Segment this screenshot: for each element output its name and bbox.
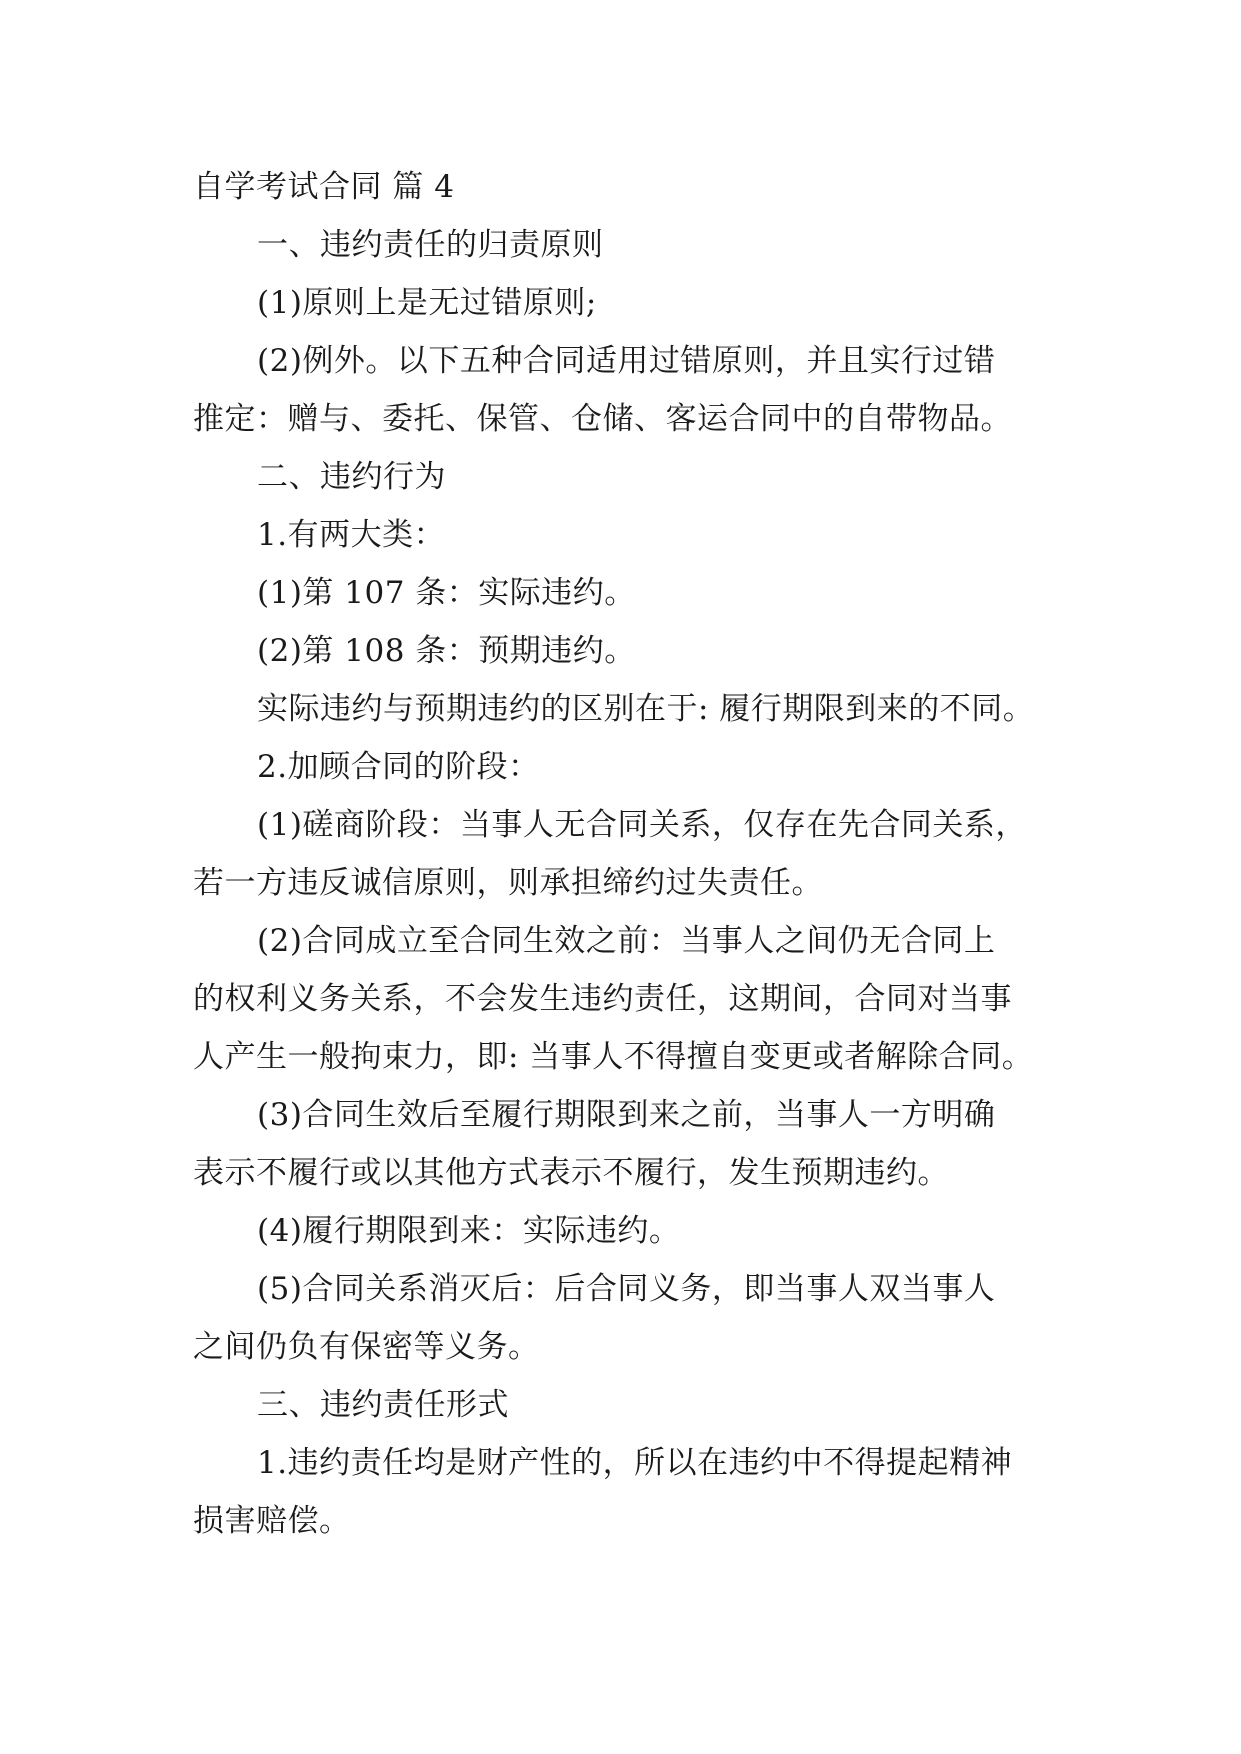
document-title: 自学考试合同 篇 4 <box>193 169 455 205</box>
section-heading-2: 二、违约行为 <box>257 459 446 495</box>
paragraph-line: 1.有两大类： <box>257 517 446 553</box>
section-heading-1: 一、违约责任的归责原则 <box>257 227 604 263</box>
paragraph-line: (4)履行期限到来：实际违约。 <box>257 1213 681 1249</box>
paragraph-line: (3)合同生效后至履行期限到来之前，当事人一方明确 <box>257 1097 996 1133</box>
paragraph-line: (1)磋商阶段：当事人无合同关系，仅存在先合同关系， <box>257 807 1027 843</box>
paragraph-line: 推定：赠与、委托、保管、仓储、客运合同中的自带物品。 <box>193 401 1012 437</box>
paragraph-line: 1.违约责任均是财产性的，所以在违约中不得提起精神 <box>257 1445 1013 1481</box>
paragraph-line: 表示不履行或以其他方式表示不履行，发生预期违约。 <box>193 1155 949 1191</box>
paragraph-line: 之间仍负有保密等义务。 <box>193 1329 540 1365</box>
paragraph-line: 损害赔偿。 <box>193 1503 351 1539</box>
paragraph-line: (2)合同成立至合同生效之前：当事人之间仍无合同上 <box>257 923 996 959</box>
paragraph-line: 实际违约与预期违约的区别在于: 履行期限到来的不同。 <box>257 691 1035 727</box>
paragraph-line: (5)合同关系消灭后：后合同义务，即当事人双当事人 <box>257 1271 996 1307</box>
paragraph-line: (1)第 107 条：实际违约。 <box>257 575 636 611</box>
paragraph-line: (2)例外。以下五种合同适用过错原则，并且实行过错 <box>257 343 996 379</box>
paragraph-line: 人产生一般拘束力，即: 当事人不得擅自变更或者解除合同。 <box>193 1039 1034 1075</box>
paragraph-line: 若一方违反诚信原则，则承担缔约过失责任。 <box>193 865 823 901</box>
paragraph-line: (1)原则上是无过错原则; <box>257 285 597 321</box>
section-heading-3: 三、违约责任形式 <box>257 1387 509 1423</box>
paragraph-line: 2.加顾合同的阶段： <box>257 749 540 785</box>
paragraph-line: 的权利义务关系，不会发生违约责任，这期间，合同对当事 <box>193 981 1012 1017</box>
paragraph-line: (2)第 108 条：预期违约。 <box>257 633 636 669</box>
